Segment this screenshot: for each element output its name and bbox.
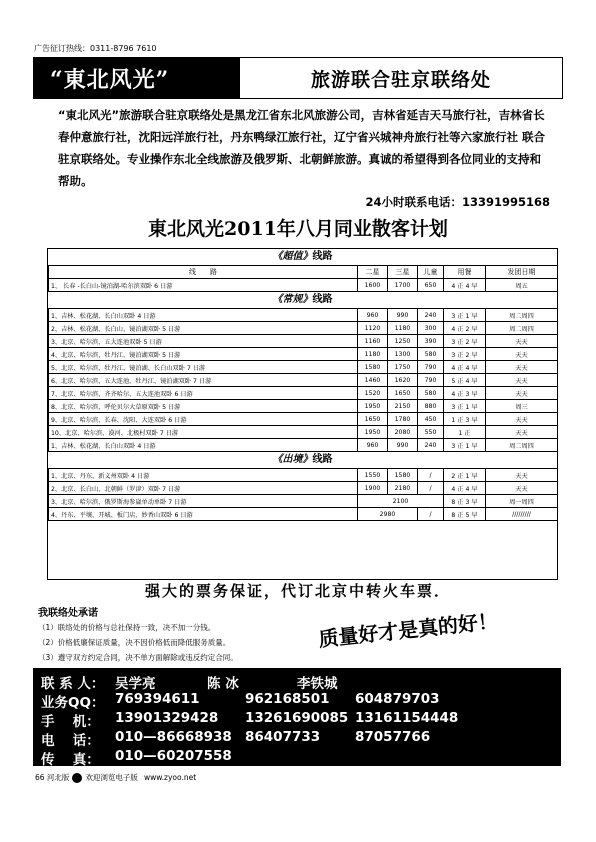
table-cell: 3 正 1 早: [444, 439, 486, 452]
table-cell: 周二周四: [486, 322, 558, 335]
logo-icon: [72, 773, 82, 783]
contact-label: 业务QQ：: [41, 695, 105, 711]
contact-value: 陈 冰: [207, 676, 239, 692]
table-cell: 790: [418, 361, 444, 374]
table-row: [49, 279, 558, 292]
table-row: [49, 413, 558, 426]
section-title: [48, 249, 557, 265]
contact-row-person: [41, 672, 338, 692]
table-cell: 990: [388, 439, 418, 452]
table-cell: 1750: [388, 361, 418, 374]
table-cell: 1180: [388, 322, 418, 335]
table-row: [49, 309, 558, 322]
table-cell: 天天: [486, 469, 558, 482]
footer-text: 欢迎浏览电子版: [85, 773, 138, 782]
table-cell: 2100: [358, 495, 444, 508]
table-cell: 3 正 1 早: [444, 309, 486, 322]
table-cell: /: [418, 508, 444, 521]
table-cell: 4 正 4 早: [444, 482, 486, 495]
table-cell: 3 正 2 早: [444, 335, 486, 348]
table-cell: 5、北京、哈尔滨、牡丹江、镜泊湖、长白山双卧 7 日游: [49, 361, 358, 374]
table-cell: 周二周四: [486, 309, 558, 322]
table-cell: 1780: [388, 413, 418, 426]
table-cell: 960: [358, 309, 388, 322]
table-cell: 天天: [486, 426, 558, 439]
table-cell: 1300: [388, 348, 418, 361]
section-title-tag: 《出境》: [272, 454, 313, 465]
table-cell: 1900: [358, 482, 388, 495]
table-cell: 周一周四: [486, 495, 558, 508]
table-cell: 550: [418, 426, 444, 439]
table-cell: 4 正 4 早: [444, 361, 486, 374]
section-table: [48, 468, 558, 521]
table-cell: 5 正 4 早: [444, 374, 486, 387]
table-cell: 天天: [486, 482, 558, 495]
table-cell: 450: [418, 413, 444, 426]
table-cell: 3 正 2 早: [444, 348, 486, 361]
table-cell: 4、北京、哈尔滨、牡丹江、镜泊湖双卧 5 日游: [49, 348, 358, 361]
promise-item: （3）遵守双方约定合同，决不单方面解除或违反约定合同。: [38, 653, 238, 662]
table-header-row: [49, 266, 558, 279]
table-cell: 7、北京、哈尔滨、齐齐哈尔、五大连池双卧 6 日游: [49, 387, 358, 400]
banner-subtitle: 旅游联合驻京联络处: [310, 68, 491, 91]
table-cell: 9、北京、哈尔滨、长春、沈阳、大连双卧 6 日游: [49, 413, 358, 426]
table-cell: 1 正: [444, 426, 486, 439]
contact-label: 手 机：: [41, 714, 100, 730]
section-title-tag: 《超值》: [272, 251, 313, 262]
banner: [33, 57, 563, 99]
promise-list: [38, 620, 238, 665]
table-cell: 4 正 4 早: [444, 279, 486, 292]
contact-value: 13261690085: [245, 710, 349, 726]
table-cell: 4 正 2 早: [444, 322, 486, 335]
table-cell: 4 正 3 早: [444, 387, 486, 400]
table-cell: 1460: [358, 374, 388, 387]
quality-slogan: 质量好才是真的好！: [317, 608, 499, 652]
table-cell: 2080: [388, 426, 418, 439]
table-cell: 天天: [486, 387, 558, 400]
table-cell: 8、北京、哈尔滨、呼伦贝尔大草原双卧 5 日游: [49, 400, 358, 413]
footer: [35, 772, 196, 783]
ad-hotline: 广告征订热线：0311-8796 7610: [34, 44, 157, 53]
contact-label: 联 系 人：: [41, 676, 105, 692]
table-cell: 天天: [486, 413, 558, 426]
table-cell: 3、北京、哈尔滨、俄罗斯海参崴单动单卧 7 日游: [49, 495, 358, 508]
table-cell: 天天: [486, 335, 558, 348]
footer-edition: 66 河北版: [35, 773, 70, 782]
table-row: [49, 469, 558, 482]
contact-value: 010—60207558: [115, 748, 232, 764]
table-cell: 3 正 1 早: [444, 400, 486, 413]
plan-title: 東北风光2011年八月同业散客计划: [148, 218, 448, 240]
promise-item: （1）联络处的价格与总社保持一致，决不加一分钱。: [38, 623, 216, 632]
contact-value: 86407733: [245, 729, 321, 745]
table-cell: 1580: [388, 469, 418, 482]
contact-row-phone: [41, 729, 430, 749]
column-header: 发团日期: [486, 266, 558, 279]
table-cell: 300: [418, 322, 444, 335]
table-cell: 1650: [388, 387, 418, 400]
table-cell: 1、 长春 -长白山-镜泊湖-哈尔滨双卧 6 日游: [49, 279, 358, 292]
table-row: [49, 495, 558, 508]
section-title-suffix: 线路: [312, 294, 333, 305]
table-cell: 1650: [358, 413, 388, 426]
contact-value: 吴学亮: [115, 676, 156, 692]
table-cell: 1550: [358, 469, 388, 482]
footer-url[interactable]: www.zyoo.net: [143, 773, 197, 782]
table-cell: 1 正 3 早: [444, 413, 486, 426]
table-cell: 2180: [388, 482, 418, 495]
contact-value: 962168501: [245, 691, 330, 707]
contact-value: 769394611: [115, 691, 200, 707]
tour-table: [47, 248, 558, 580]
table-cell: 周三: [486, 400, 558, 413]
table-cell: 1700: [388, 279, 418, 292]
table-cell: 1250: [388, 335, 418, 348]
table-cell: /////////: [486, 508, 558, 521]
table-cell: 6、北京、哈尔滨、五大连池、牡丹江、镜泊湖双卧 7 日游: [49, 374, 358, 387]
column-header: 儿童: [418, 266, 444, 279]
section-title: [48, 452, 557, 468]
table-cell: 周五: [486, 279, 558, 292]
table-cell: 2、吉林、松花湖、长白山、镜泊湖双卧 5 日游: [49, 322, 358, 335]
contact-value: 604879703: [355, 691, 440, 707]
contact-value: 13161154448: [355, 710, 459, 726]
section-title: [48, 292, 557, 308]
table-cell: 1160: [358, 335, 388, 348]
table-cell: 天天: [486, 361, 558, 374]
section-title-suffix: 线路: [312, 454, 333, 465]
table-cell: /: [418, 469, 444, 482]
contact-value: 87057766: [355, 729, 431, 745]
table-row: [49, 322, 558, 335]
column-header: 二星: [358, 266, 388, 279]
section-title-tag: 《常规》: [272, 294, 313, 305]
table-row: [49, 439, 558, 452]
table-cell: /: [418, 482, 444, 495]
table-row: [49, 335, 558, 348]
table-cell: 1620: [388, 374, 418, 387]
table-cell: 1、北京、丹东、新义州双卧 4 日游: [49, 469, 358, 482]
brand-title: “東北风光”: [34, 58, 240, 98]
table-cell: 天天: [486, 348, 558, 361]
table-cell: 960: [358, 439, 388, 452]
contact-row-qq: [41, 691, 440, 711]
section-table: [48, 265, 558, 292]
ticket-guarantee: 强大的票务保证，代订北京中转火车票．: [144, 582, 451, 600]
table-cell: 580: [418, 387, 444, 400]
table-cell: 10、北京、哈尔滨、漠河、北极村双卧 7 日游: [49, 426, 358, 439]
table-cell: 990: [388, 309, 418, 322]
table-cell: 2 正 1 早: [444, 469, 486, 482]
table-cell: 8 正 5 早: [444, 508, 486, 521]
column-header: 用餐: [444, 266, 486, 279]
table-cell: 2、北京、长白山、北朝鲜（罗津）双卧 7 日游: [49, 482, 358, 495]
contact-value: 010—86668938: [115, 729, 232, 745]
table-cell: 天天: [486, 374, 558, 387]
column-header: 三星: [388, 266, 418, 279]
table-cell: 880: [418, 400, 444, 413]
section-title-suffix: 线路: [312, 251, 333, 262]
table-cell: 390: [418, 335, 444, 348]
table-cell: 790: [418, 374, 444, 387]
intro-paragraph: “東北风光”旅游联合驻京联络处是黑龙江省东北风旅游公司，吉林省延吉天马旅行社，吉林省长春仲意旅行社，沈阳远洋旅行社，丹东鸭绿江旅行社，辽宁省兴城神舟旅行社等六家旅行社 联合驻京联络处。专业操作东北全线旅游及俄罗斯、北朝鲜旅游。真诚的希望得到各位同业的支持和帮助。: [58, 108, 545, 188]
table-row: [49, 361, 558, 374]
promise-heading: 我联络处承诺: [38, 608, 98, 619]
table-row: [49, 426, 558, 439]
table-cell: 4、丹东、平壤、开城、板门店、妙香山双卧 6 日游: [49, 508, 358, 521]
table-cell: 240: [418, 309, 444, 322]
table-cell: 2980: [358, 508, 418, 521]
column-header: 线 路: [49, 266, 358, 279]
contact-label: 传 真：: [41, 752, 100, 768]
table-cell: 240: [418, 439, 444, 452]
contact-box: [33, 668, 561, 766]
table-cell: 1950: [358, 400, 388, 413]
table-cell: 1950: [358, 426, 388, 439]
table-row: [49, 508, 558, 521]
section-table: [48, 308, 558, 452]
table-cell: 1120: [358, 322, 388, 335]
table-cell: 8 正 3 早: [444, 495, 486, 508]
table-cell: 1600: [358, 279, 388, 292]
contact-value: 李铁城: [297, 676, 338, 692]
table-row: [49, 348, 558, 361]
table-cell: 580: [418, 348, 444, 361]
contact-value: 13901329428: [115, 710, 219, 726]
table-cell: 1520: [358, 387, 388, 400]
contact-label: 电 话：: [41, 733, 100, 749]
table-cell: 周二周四: [486, 439, 558, 452]
table-row: [49, 374, 558, 387]
promise-item: （2）价格低廉保证质量，决不因价格低而降低服务质量。: [38, 638, 231, 647]
table-cell: 1、吉林、松花湖、长白山双卧 4 日游: [49, 439, 358, 452]
table-cell: 1180: [358, 348, 388, 361]
table-cell: 650: [418, 279, 444, 292]
table-row: [49, 387, 558, 400]
table-cell: 2150: [388, 400, 418, 413]
table-cell: 1、吉林、松花湖、长白山双卧 4 日游: [49, 309, 358, 322]
table-cell: 3、北京、哈尔滨、五大连池双卧 5 日游: [49, 335, 358, 348]
contact-row-mobile: [41, 710, 458, 730]
table-row: [49, 482, 558, 495]
contact-row-fax: [41, 748, 232, 768]
table-cell: 1580: [358, 361, 388, 374]
table-row: [49, 400, 558, 413]
contact-24h: 24小时联系电话：13391995168: [365, 195, 550, 209]
